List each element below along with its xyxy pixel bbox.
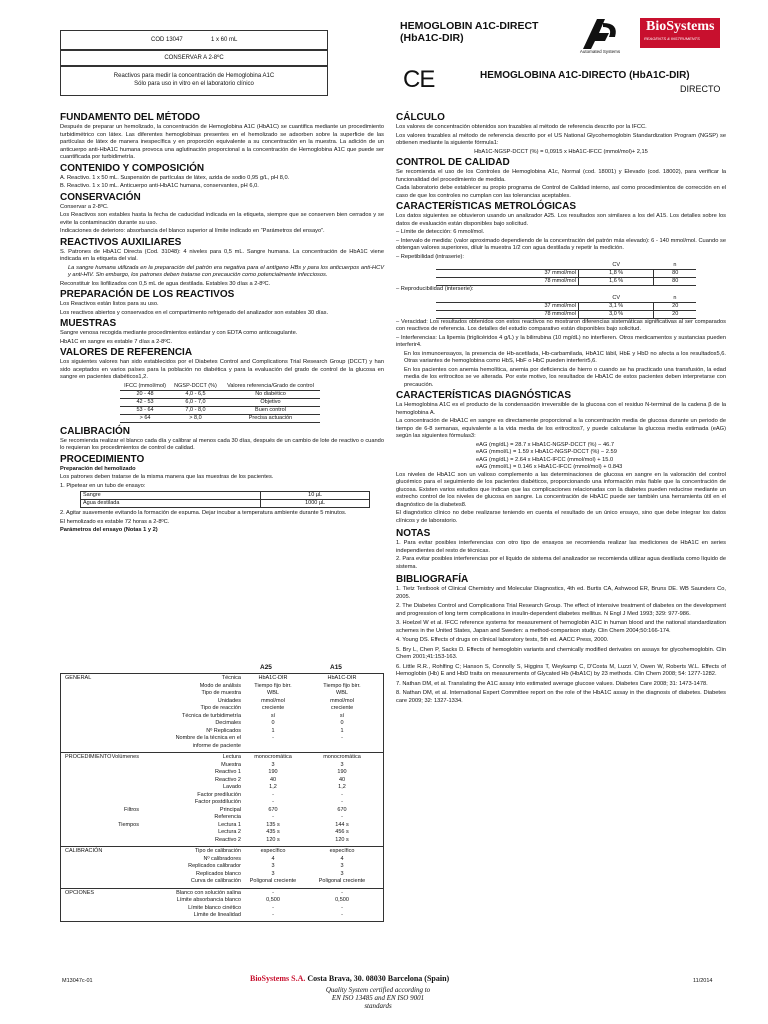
ref-row xyxy=(120,414,320,422)
ref-cell: Precisa actuación xyxy=(248,414,293,421)
diag-3: Los niveles de HbA1C son un valioso complemento a las determinaciones de glucosa en sangre en la valoración del control glucémico para el seguimiento de los pacientes diabéticos, proporcionando una información más fiable que la concentración de glucosa. Existen varios estudios que indican que las complicaciones relacionadas con la diabetes pueden reducirse mediante un estrecho control de los niveles de glucosa en sangre. La concentración de HbA1C puede ser también una herramienta útil en el diagnóstico de la diabetes8. xyxy=(396,471,726,508)
param-a25: HbA1C-DIR xyxy=(258,675,288,681)
params-table xyxy=(60,664,384,922)
col-a15: A15 xyxy=(330,664,342,671)
stat-cell: 37 mmol/mol xyxy=(544,270,576,276)
param-a25: - xyxy=(272,735,274,741)
param-a15: 3 xyxy=(340,870,344,877)
bib-item: 7. Nathan DM, et al. Translating the A1C assay into estimated average glucose values. Diabetes Care 2008; 31: 1473-1478. xyxy=(396,680,708,687)
h-contenido: CONTENIDO Y COMPOSICIÓN xyxy=(60,162,205,174)
param-group xyxy=(60,846,384,888)
param-group xyxy=(60,673,384,752)
ref-cell: 7,0 - 8,0 xyxy=(185,406,206,413)
footer-q1: Quality System certified according to xyxy=(325,986,431,994)
param-a25: mmol/mol xyxy=(261,697,285,704)
h-notas: NOTAS xyxy=(396,528,431,539)
param-a15: Tiempo fijo birr. xyxy=(323,682,361,689)
param-a15: - xyxy=(341,735,343,741)
calc-2: Los valores trazables al método de referencia descrito por el US National Glycohemoglobin Standardization Program (NGSP) se obtienen mediante la siguiente fórmula1: xyxy=(396,132,726,146)
stat-cell: 20 xyxy=(654,302,696,310)
param-a15: 0,500 xyxy=(335,897,349,903)
param-a15: - xyxy=(341,889,343,896)
param-a15: monocromática xyxy=(323,754,361,760)
param-a15: 0 xyxy=(340,720,344,726)
param-label: Decimales xyxy=(215,720,241,726)
param-label: Límite absorbancia blanco xyxy=(176,897,241,903)
referencia-text: Los siguientes valores han sido establecidos por el Diabetes Control and Complications Trial Research Group (DCCT) y han sido aceptados en varios países para la población no diabética y para la evaluación del grado de control de la glucosa en sangre en pacientes diabéticos1,2. xyxy=(60,359,384,380)
contenido-b: B. Reactivo. 1 x 10 mL. Anticuerpo anti-HbA1C humana, conservantes, pH 6,0. xyxy=(60,183,259,189)
param-label: Factor postdilución xyxy=(194,799,241,805)
param-group-label: CALIBRACIÓN xyxy=(65,848,103,854)
stat-row xyxy=(436,278,696,286)
param-label: informe de paciente xyxy=(192,742,241,749)
param-a25: 4 xyxy=(271,855,275,862)
param-a25: 135 s xyxy=(266,821,280,828)
h-auxiliares: REACTIVOS AUXILIARES xyxy=(60,236,182,248)
param-a25: - xyxy=(272,904,274,911)
ref-cell: No diabético xyxy=(255,390,286,397)
param-label: Unidades xyxy=(217,697,241,704)
h-conservacion: CONSERVACIÓN xyxy=(60,191,141,203)
param-a15: 4 xyxy=(340,855,344,862)
param-a25: Poligonal creciente xyxy=(249,878,297,884)
footer-quality xyxy=(318,986,438,1010)
as-logo-icon xyxy=(575,15,625,51)
param-label: Tipo de calibración xyxy=(195,848,241,854)
param-label: Nombre de la técnica en el xyxy=(175,735,241,741)
title-line-2: (HbA1C-DIR) xyxy=(400,32,464,44)
stat-row xyxy=(436,302,696,310)
param-a25: 670 xyxy=(268,806,278,813)
param-label: Técnica xyxy=(221,675,241,681)
proc-2: 1. Pipetear en un tubo de ensayo: xyxy=(60,482,146,489)
param-a15: WBL xyxy=(336,690,348,696)
param-a25: 1 xyxy=(271,727,275,734)
ref-row xyxy=(120,398,320,406)
header-code-box xyxy=(60,30,328,50)
param-a15: mmol/mol xyxy=(330,697,354,704)
param-a25: Tiempo fijo birr. xyxy=(254,682,292,689)
param-a15: 3 xyxy=(340,863,344,869)
bib-item: 6. Little R.R., Rohlfing C; Hanson S, Connolly S, Higgins T, Weykamp C, D'Costa M, Luzzi V, Owen W, Roberts W.L. Effects of Hemoglobin (Hb) E and HbD traits on measurements of Glycated Hb (HbA1C) by 23 methods. Clin Chem 2008; 54: 1277-1282. xyxy=(396,663,726,677)
stat-cell: 3,1 % xyxy=(578,302,654,310)
ce-text: CE xyxy=(403,66,435,93)
param-a25: - xyxy=(272,912,274,918)
bibliography-list xyxy=(396,586,726,705)
param-label: Reactivo 1 xyxy=(215,769,241,775)
param-a15: - xyxy=(341,814,343,820)
param-a25: 0,500 xyxy=(266,897,280,903)
product-title xyxy=(400,20,538,44)
param-sub: Volúmenes xyxy=(111,754,139,760)
h-calibracion: CALIBRACIÓN xyxy=(60,425,130,437)
param-label: Replicados blanco xyxy=(196,870,241,877)
col-a25: A25 xyxy=(260,664,272,671)
product-code: COD 13047 xyxy=(151,37,183,43)
param-label: Factor predilución xyxy=(197,791,241,798)
automated-systems-logo xyxy=(575,15,625,60)
param-a15: 120 s xyxy=(335,836,349,843)
param-group xyxy=(60,752,384,846)
pipette-label: Agua destilada xyxy=(83,500,120,506)
param-a25: 0 xyxy=(271,720,275,726)
diag-1: La Hemoglobina A1C es el producto de la condensación irreversible de la glucosa con el residuo N-terminal de la cadena β de la hemoglobina A. xyxy=(396,402,726,416)
param-label: Replicados calibrador xyxy=(188,863,241,869)
param-label: Muestra xyxy=(221,761,241,768)
stat-cell: 37 mmol/mol xyxy=(544,302,576,309)
pipette-row xyxy=(81,500,370,508)
pipette-label: Sangre xyxy=(83,492,101,498)
stat-cell: 78 mmol/mol xyxy=(544,310,576,317)
cons-2: Los Reactivos son estables hasta la fecha de caducidad indicada en la etiqueta, siempre que se conserven bien cerrados y se evite la contaminación durante su uso. xyxy=(60,212,384,226)
stat-row xyxy=(436,310,696,318)
brand-name: BioSystems xyxy=(646,19,715,34)
right-column xyxy=(396,112,726,707)
reproducibility-table xyxy=(436,295,696,319)
param-title: Parámetros del ensayo (Notas 1 y 2) xyxy=(60,527,158,533)
stat-cell: 1,8 % xyxy=(578,270,654,278)
met-2: – Límite de detección: 6 mmol/mol. xyxy=(396,229,485,235)
pipette-table xyxy=(80,491,370,508)
aux-1: S. Patrones de HbA1C Directa (Cod. 31048): 4 niveles para 0,5 mL. Sangre humana. La concentración de HbA1C viene indicada en la etiqueta del vial. xyxy=(60,248,384,262)
footer-q2: EN ISO 13485 and EN ISO 9001 standards xyxy=(331,994,425,1010)
stat-header xyxy=(436,295,578,303)
h-procedimiento: PROCEDIMIENTO xyxy=(60,453,145,465)
bib-item: 2. The Diabetes Control and Complications Trial Research Group. The effect of intensive treatment of diabetes on the development and progression of long term complications in insulin-dependent diabetes mellitus. N Engl J Med 1993; 329: 977-986. xyxy=(396,603,726,617)
automated-systems-text: Automated Systems xyxy=(579,49,621,54)
stat-header: n xyxy=(673,262,677,268)
footer-date: 11/2014 xyxy=(693,978,713,984)
param-label: Referencia xyxy=(214,814,241,820)
diag-2: La concentración de HbA1C en sangre es directamente proporcional a la concentración media de glucosa durante un periodo de tiempo de 6-8 semanas, equivalente a la vida media de los eritrocitos7, y puede calcularse la glucosa media estimada (eAG) según las siguientes fórmulas3: xyxy=(396,418,726,439)
param-label: Blanco con solución salina xyxy=(176,889,241,896)
eag-formula: eAG (mmol/L) = 1.59 x HbA1C-NGSP-DCCT (%) − 2.59 xyxy=(476,449,617,455)
product-pack: 1 x 60 mL xyxy=(211,37,238,43)
calc-formula: HbA1C-NGSP-DCCT (%) = 0,0915 x HbA1C-IFCC (mmol/mol)+ 2,15 xyxy=(474,148,648,155)
ref-cell: 42 - 53 xyxy=(136,398,154,405)
param-a25: creciente xyxy=(261,705,285,711)
pipette-value: 10 µL xyxy=(261,492,370,500)
proc-sub: Preparación del hemolizado xyxy=(60,465,136,472)
prep-1: Los Reactivos están listos para su uso. xyxy=(60,301,159,307)
stat-cell: 1,6 % xyxy=(578,278,654,286)
bib-item: 4. Young DS. Effects of drugs on clinical laboratory tests, 5th ed. AACC Press, 2000. xyxy=(396,637,609,643)
footer-code: M13047c-01 xyxy=(62,978,93,984)
stat-header: CV xyxy=(612,294,620,301)
ref-cell: > 64 xyxy=(139,414,151,421)
param-label: Técnica de turbidimetría xyxy=(182,712,241,719)
eag-formulas xyxy=(396,442,726,472)
h-referencia: VALORES DE REFERENCIA xyxy=(60,347,193,358)
cons-3: Indicaciones de deterioro: absorbancia del blanco superior al límite indicado en “Parámetros del ensayo”. xyxy=(60,228,325,234)
param-a25: 3 xyxy=(271,761,275,768)
met-5: – Reproducibilidad (interserie): xyxy=(396,286,474,292)
contenido-a: A. Reactivo. 1 x 50 mL. Suspensión de partículas de látex, azida de sodio 0,95 g/L, pH 8,0. xyxy=(60,174,290,181)
prep-2: Los reactivos abiertos y conservados en el compartimento refrigerado del analizador son estables 30 días. xyxy=(60,309,329,316)
met-3: – Intervalo de medida: (valor aproximado dependiendo de la concentración del patrón más elevado): 6 - 140 mmol/mol. Cuando se obtengan valores superiores, diluir la muestra 1/2 con agua destilada y repetir la medición. xyxy=(396,237,726,251)
met-1: Los datos siguientes se obtuvieron usando un analizador A25. Los resultados son similares a los del A15. Los detalles sobre los datos de evaluación están disponibles bajo solicitud. xyxy=(396,213,726,227)
met-4: – Repetibilidad (intraserie): xyxy=(396,253,464,260)
fundamento-text: Después de preparar un hemolizado, la concentración de Hemoglobina A1C (HbA1C) se cuantifica mediante un procedimiento turbidimétrico con látex. Las diferentes hemoglobinas presentes en el hemolizado se adsorben sobre la superficie de las partículas de látex de manera inespecífica y en proporción equivalente a su concentración en la muestra. La adición de un anticuerpo anti-HbA1C humana provoca una aglutinación proporcional a la concentración de Hemoglobina A1C que puede ser cuantificada por turbidimetría. xyxy=(60,124,384,160)
met-6: – Veracidad: Los resultados obtenidos con estos reactivos no mostraron diferencias sistemáticas significativas al ser comparados con reactivos de referencia. Los detalles del estudio comparativo están disponibles bajo solicitud. xyxy=(396,318,726,332)
param-label: Curva de calibración xyxy=(190,878,241,884)
param-label: Nº calibradores xyxy=(203,855,241,862)
param-a15: - xyxy=(341,912,343,918)
param-a15: 144 s xyxy=(335,821,349,828)
h-fundamento: FUNDAMENTO DEL MÉTODO xyxy=(60,112,201,123)
met-7: – Interferencias: La lipemia (triglicéridos 4 g/L) y la bilirrubina (10 mg/dL) no interfieren. Otros medicamentos y sustancias pueden interferir4. xyxy=(396,334,726,348)
param-a15: - xyxy=(341,799,343,805)
param-a25: 1,2 xyxy=(269,784,277,790)
mues-2: HbA1C en sangre es estable 7 días a 2-8ºC. xyxy=(60,338,173,345)
param-a25: 190 xyxy=(268,769,278,775)
bib-item: 8. Nathan DM, et al. International Expert Committee report on the role of the HbA1C assay in the diagnosis of diabetes. Diabetes care 2009; 32: 1327-1334. xyxy=(396,690,726,704)
param-label: Tipo de muestra xyxy=(201,690,241,696)
param-a15: - xyxy=(341,904,343,911)
stat-cell: 80 xyxy=(654,270,696,278)
ref-cell: 20 - 48 xyxy=(136,390,154,397)
qc-2: Cada laboratorio debe establecer su propio programa de Control de Calidad interno, así como procedimientos de corrección en el caso de que los controles no cumplan con las tolerancias aceptables. xyxy=(396,185,726,199)
ce-mark-icon xyxy=(403,66,434,94)
proc-3: 2. Agitar suavemente evitando la formación de espuma. Dejar incubar a temperatura ambiente durante 5 minutos. xyxy=(60,510,347,516)
intended-use-1: Reactivos para medir la concentración de Hemoglobina A1C xyxy=(113,73,275,79)
param-a25: sí xyxy=(270,712,276,719)
param-label: Principal xyxy=(219,806,241,813)
repeatability-table xyxy=(436,262,696,286)
aux-3: Reconstituir los liofilizados con 0,5 mL de agua destilada. Estables 30 días a 2-8ºC. xyxy=(60,280,271,287)
param-group-label: OPCIONES xyxy=(65,889,95,896)
stat-cell: 20 xyxy=(654,310,696,318)
param-label: Modo de análisis xyxy=(199,682,241,689)
param-a25: específico xyxy=(260,848,286,854)
ref-cell: Objetivo xyxy=(260,398,281,405)
h-calculo: CÁLCULO xyxy=(396,112,445,123)
param-a25: 3 xyxy=(271,870,275,877)
param-a25: - xyxy=(272,799,274,805)
left-column xyxy=(60,112,384,536)
h-diagnosticas: CARACTERÍSTICAS DIAGNÓSTICAS xyxy=(396,390,572,401)
footer-address-text: Costa Brava, 30. 08030 Barcelona (Spain) xyxy=(307,974,450,983)
stat-cell: 78 mmol/mol xyxy=(544,278,576,284)
h-control: CONTROL DE CALIDAD xyxy=(396,157,510,168)
nota-1: 1. Para evitar posibles interferencias con otro tipo de ensayos se recomienda realizar las mediciones de HbA1C en series independientes del resto de técnicas. xyxy=(396,540,726,554)
proc-1: Los patrones deben tratarse de la misma manera que las muestras de los pacientes. xyxy=(60,474,274,480)
stat-head xyxy=(436,262,696,270)
param-a15: creciente xyxy=(330,705,354,711)
param-a25: monocromática xyxy=(254,754,292,760)
param-label: Lectura 2 xyxy=(218,829,241,835)
stat-header: CV xyxy=(612,262,620,268)
param-label: Nº Replicados xyxy=(206,727,241,734)
ref-header: IFCC (mmol/mol) xyxy=(124,382,166,389)
param-a15: 1 xyxy=(340,727,344,734)
ref-cell: 6,0 - 7,0 xyxy=(185,398,206,405)
param-a15: 190 xyxy=(337,769,347,775)
param-a25: 3 xyxy=(271,863,275,869)
storage-box xyxy=(60,50,328,66)
param-a25: 40 xyxy=(269,776,277,783)
stat-cell: 80 xyxy=(654,278,696,286)
bib-item: 1. Tietz Textbook of Clinical Chemistry and Molecular Diagnostics, 4th ed. Burtis CA, Ashwood ER, Bruns DE. WB Saunders Co, 2005. xyxy=(396,586,726,600)
param-a25: 120 s xyxy=(266,836,280,843)
reference-table xyxy=(120,383,320,423)
param-group-label: PROCEDIMIENTO xyxy=(65,754,112,760)
title-line-1: HEMOGLOBIN A1C-DIRECT xyxy=(400,20,539,32)
ref-header: NGSP-DCCT (%) xyxy=(174,382,217,389)
param-a15: HbA1C-DIR xyxy=(327,675,357,681)
ref-cell: 53 - 64 xyxy=(136,406,154,413)
qc-1: Se recomienda el uso de los Controles de Hemoglobina A1c, Normal (cod. 18001) y Elevado (cod. 18002), para verificar la funcionalidad del procedimiento de medida. xyxy=(396,169,726,183)
ref-header: Valores referencia/Grado de control xyxy=(227,382,314,389)
stat-header: n xyxy=(673,294,677,301)
met-8: En los inmunoensayos, la presencia de Hb-acetilada, Hb-carbamilada, HbA1C lábil, HbE y HbD no afecta a los resultados5,6. Otras variantes de hemoglobina como HbS, HbF o HbC pueden interferir5,6. xyxy=(404,350,726,364)
param-a25: - xyxy=(272,814,274,820)
proc-4: El hemolizado es estable 72 horas a 2-8ºC. xyxy=(60,518,170,525)
bib-item: 5. Bry L, Chen P, Sacks D. Effects of hemoglobin variants and chemically modified derivates on assays for glycohemoglobin. Clin Chem 2001;41:153-163. xyxy=(396,646,726,660)
param-label: Tipo de reacción xyxy=(200,705,241,711)
pipette-row xyxy=(81,492,370,500)
ref-row xyxy=(120,390,320,398)
ref-row xyxy=(120,406,320,414)
ref-cell: Buen control xyxy=(255,406,286,413)
storage-text: CONSERVAR A 2-8ºC xyxy=(164,55,224,61)
param-a15: 1,2 xyxy=(338,784,346,790)
param-label: Lavado xyxy=(222,784,241,790)
calibracion-text: Se recomienda realizar el blanco cada día y calibrar al menos cada 30 días, después de un cambio de lote de reactivo o cuando lo requieran los procedimientos de control de calidad. xyxy=(60,437,384,451)
mues-1: Sangre venosa recogida mediante procedimientos estándar y con EDTA como anticoagulante. xyxy=(60,330,298,336)
ref-cell: > 8,0 xyxy=(189,414,202,421)
intended-use-2: Sólo para uso in vitro en el laboratorio clínico xyxy=(134,80,254,87)
stat-cell: 3,0 % xyxy=(578,310,654,318)
param-a25: - xyxy=(272,791,274,798)
ref-cell: 4,0 - 6,5 xyxy=(185,390,206,397)
footer-address xyxy=(250,974,449,983)
eag-formula: eAG (mmol/L) = 0.146 x HbA1C-IFCC (mmol/mol) + 0.843 xyxy=(476,464,623,470)
pipette-value: 1000 µL xyxy=(261,500,370,508)
diag-4: El diagnóstico clínico no debe realizarse teniendo en cuenta el resultado de un único ensayo, sino que debe integrar los datos clínicos y de laboratorio. xyxy=(396,510,726,524)
param-label: Lectura 1 xyxy=(218,821,241,828)
param-sub: Filtros xyxy=(124,806,139,813)
param-group-label: GENERAL xyxy=(65,675,92,681)
param-label: Reactivo 2 xyxy=(215,776,241,783)
param-a15: Poligonal creciente xyxy=(318,878,366,884)
calc-1: Los valores de concentración obtenidos son trazables al método de referencia descrito por la IFCC. xyxy=(396,124,647,130)
cons-1: Conservar a 2-8ºC. xyxy=(60,203,109,210)
stat-head xyxy=(436,295,696,303)
param-a15: sí xyxy=(339,712,345,719)
met-9: En los pacientes con anemia hemolítica, anemia por deficiencia de hierro o cuando se ha practicado una transfusión, la edad media de los eritrocitos se ve alterada. Por este motivo, los resultados de HbA1C de estos pacientes deben interpretarse con precaución. xyxy=(404,366,726,388)
param-sub: Tiempos xyxy=(118,821,139,828)
param-a15: específico xyxy=(329,848,355,854)
footer-company: BioSystems S.A. xyxy=(250,974,306,983)
param-a15: 456 s xyxy=(335,829,349,835)
h-preparacion: PREPARACIÓN DE LOS REACTIVOS xyxy=(60,289,235,300)
directo-label: DIRECTO xyxy=(680,84,721,94)
intended-use-box xyxy=(60,66,328,96)
biosystems-logo xyxy=(640,18,720,48)
aux-2: La sangre humana utilizada en la preparación del patrón era negativa para el antígeno HBs y para los anticuerpos anti-HCV y anti-HIV. Sin embargo, los patrones deben tratarse con precaución como potencialmente infecciosos. xyxy=(68,264,384,278)
param-a15: - xyxy=(341,791,343,798)
h-bibliografia: BIBLIOGRAFÍA xyxy=(396,574,469,585)
h-muestras: MUESTRAS xyxy=(60,318,117,329)
main-title: HEMOGLOBINA A1C-DIRECTO (HbA1C-DIR) xyxy=(480,70,690,81)
stat-row xyxy=(436,270,696,278)
h-metrologicas: CARACTERÍSTICAS METROLÓGICAS xyxy=(396,201,576,212)
stat-header xyxy=(436,262,578,270)
param-a15: 40 xyxy=(338,776,346,783)
param-a25: 435 s xyxy=(266,829,280,835)
param-label: Límite de linealidad xyxy=(193,912,241,918)
param-label: Reactivo 2 xyxy=(215,836,241,843)
param-group xyxy=(60,888,384,922)
eag-formula: eAG (mg/dL) = 2.64 x HbA1C-IFCC (mmol/mol) + 15.0 xyxy=(476,456,614,463)
bib-item: 3. Hoelzel W et al. IFCC reference systems for measurement of hemoglobin A1C in human blood and the national standardization schemes in the United States, Japan and Sweden: a method-comparison study. Clin Chem 2004;50:166-174. xyxy=(396,620,726,634)
param-a15: 3 xyxy=(340,761,344,768)
nota-2: 2. Para evitar posibles interferencias por el líquido de sistema del analizador se recomienda utilizar agua destilada como líquido de sistema. xyxy=(396,556,726,570)
param-label: Lectura xyxy=(222,754,241,760)
param-a25: WBL xyxy=(267,690,279,696)
param-label: Límite blanco cinético xyxy=(188,904,241,911)
brand-sub: REAGENTS & INSTRUMENTS xyxy=(644,36,700,41)
param-a15: 670 xyxy=(337,806,347,813)
param-a25: - xyxy=(272,889,274,896)
eag-formula: eAG (mg/dL) = 28.7 x HbA1C-NGSP-DCCT (%) − 46.7 xyxy=(476,441,615,448)
